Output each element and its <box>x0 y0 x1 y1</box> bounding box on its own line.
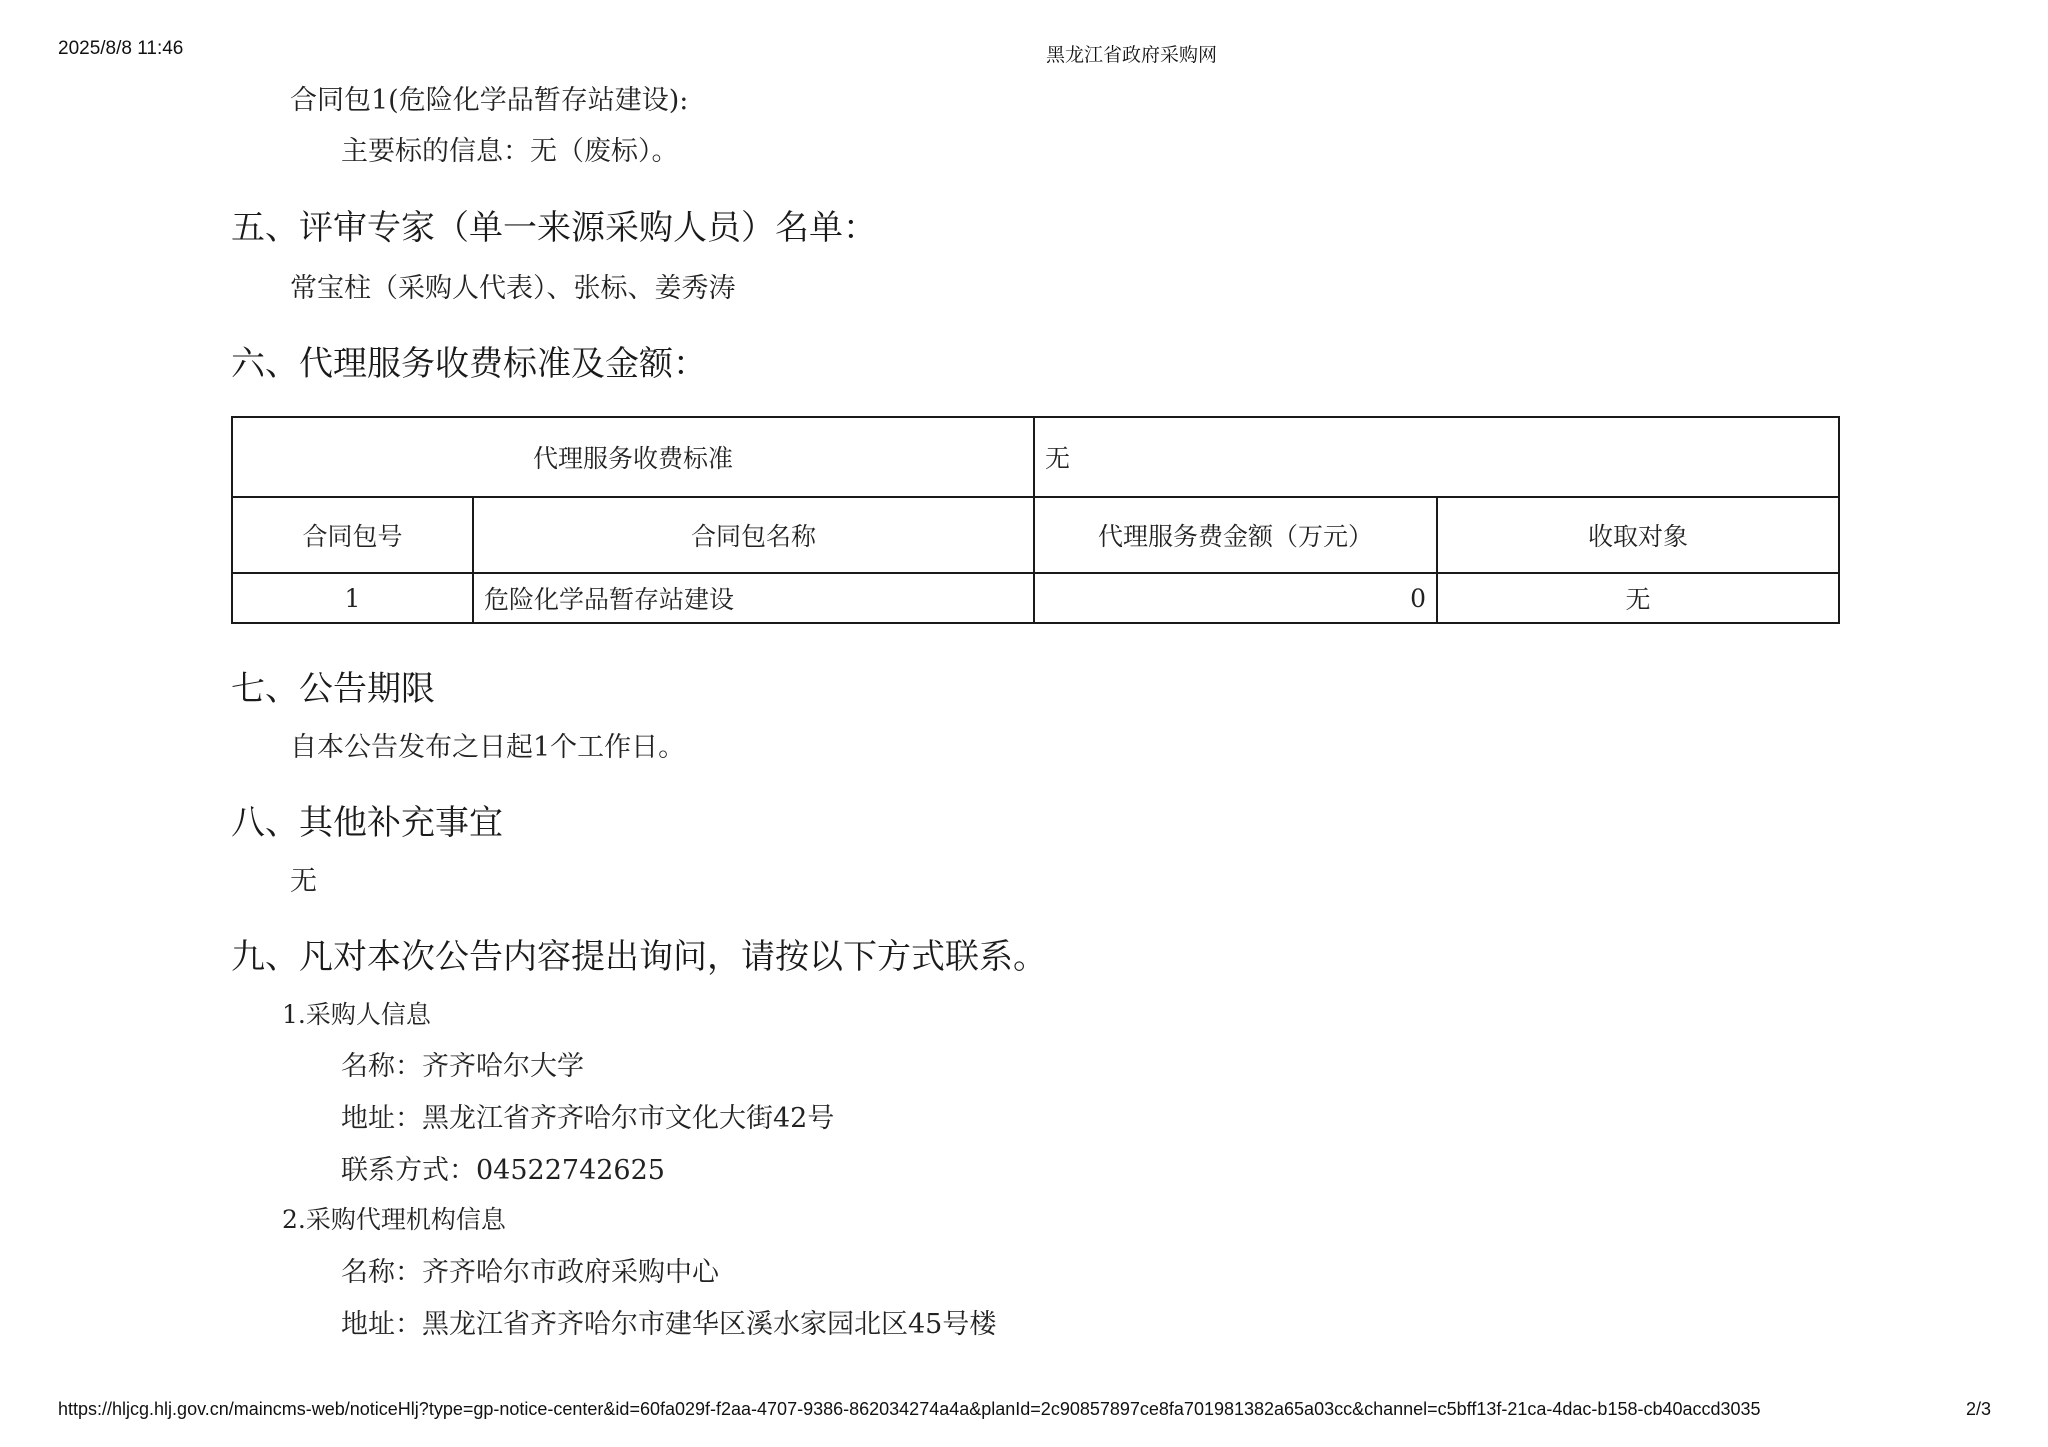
expert-list: 常宝柱（采购人代表）、张标、姜秀涛 <box>290 273 736 304</box>
fee-standard-value: 无 <box>1034 417 1839 497</box>
fee-standard-row <box>232 417 1839 497</box>
cell-payer: 无 <box>1437 573 1839 623</box>
table-row <box>232 573 1839 623</box>
purchaser-name: 名称：齐齐哈尔大学 <box>341 1051 584 1082</box>
supplementary-matters: 无 <box>290 866 317 897</box>
purchaser-info-title: 1.采购人信息 <box>282 1000 431 1029</box>
main-subject-info: 主要标的信息：无（废标）。 <box>341 136 679 167</box>
section7-heading: 七、公告期限 <box>231 669 435 709</box>
cell-package-name: 危险化学品暂存站建设 <box>473 573 1034 623</box>
col-header-package-name: 合同包名称 <box>473 497 1034 573</box>
cell-package-no: 1 <box>232 573 473 623</box>
agency-info-title: 2.采购代理机构信息 <box>282 1205 506 1234</box>
fee-standard-label: 代理服务收费标准 <box>232 417 1034 497</box>
site-title: 黑龙江省政府采购网 <box>1046 45 1218 66</box>
print-datetime: 2025/8/8 11:46 <box>58 38 184 59</box>
purchaser-address: 地址：黑龙江省齐齐哈尔市文化大街42号 <box>341 1103 835 1134</box>
section9-heading: 九、凡对本次公告内容提出询问，请按以下方式联系。 <box>231 937 1047 977</box>
col-header-payer: 收取对象 <box>1437 497 1839 573</box>
col-header-fee-amount: 代理服务费金额（万元） <box>1034 497 1437 573</box>
table-header-row <box>232 497 1839 573</box>
package-line: 合同包1(危险化学品暂存站建设): <box>290 85 689 116</box>
page-number: 2/3 <box>1966 1399 1992 1419</box>
announcement-period: 自本公告发布之日起1个工作日。 <box>290 732 686 763</box>
cell-fee-amount: 0 <box>1034 573 1437 623</box>
section5-heading: 五、评审专家（单一来源采购人员）名单： <box>231 208 877 248</box>
section6-heading: 六、代理服务收费标准及金额： <box>231 344 707 384</box>
section8-heading: 八、其他补充事宜 <box>231 803 503 843</box>
purchaser-contact: 联系方式：04522742625 <box>341 1155 665 1186</box>
agency-name: 名称：齐齐哈尔市政府采购中心 <box>341 1257 719 1288</box>
page-url: https://hljcg.hlj.gov.cn/maincms-web/noticeHlj?type=gp-notice-center&id=60fa029f-f2aa-4707-9386-862034274a4a&planId=2c90857897ce8fa701981382a65a03cc&channel=c5bff13f-21ca-4dac-b158-cb40accd3035 <box>58 1399 1761 1419</box>
col-header-package-no: 合同包号 <box>232 497 473 573</box>
agency-address: 地址：黑龙江省齐齐哈尔市建华区溪水家园北区45号楼 <box>341 1309 997 1340</box>
agency-fee-table <box>231 416 1840 624</box>
